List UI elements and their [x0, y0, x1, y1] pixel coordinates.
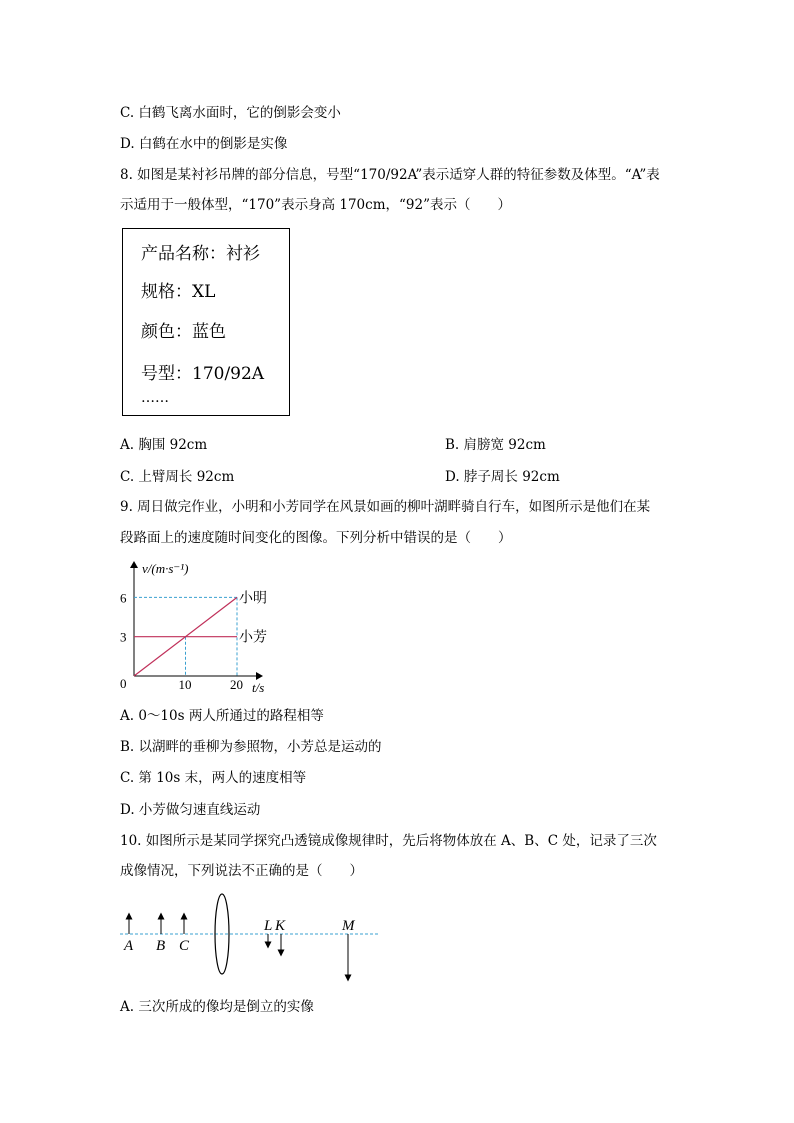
q8-stem-line1: 8. 如图是某衬衫吊牌的部分信息，号型“170/92A”表示适穿人群的特征参数及体型。“A”表	[120, 167, 660, 183]
tag-product-name: 产品名称：衬衫	[141, 244, 260, 264]
y-tick-label-3: 3	[120, 629, 127, 645]
q10-stem-line1: 10. 如图所示是某同学探究凸透镜成像规律时，先后将物体放在 A、B、C 处，记录了三次	[120, 833, 657, 849]
y-axis-label: v/(m·s⁻¹)	[142, 561, 189, 576]
q9-option-c: C. 第 10s 末，两人的速度相等	[120, 770, 307, 786]
q9-option-b: B. 以湖畔的垂柳为参照物，小芳总是运动的	[120, 739, 382, 755]
q8-option-c: C. 上臂周长 92cm	[120, 469, 235, 485]
q9-stem-line2: 段路面上的速度随时间变化的图像。下列分析中错误的是（ ）	[120, 530, 512, 546]
x-tick-label-20: 20	[230, 677, 243, 692]
q7-option-d: D. 白鹤在水中的倒影是实像	[120, 136, 288, 152]
label-a: A	[124, 938, 134, 954]
q9-option-d: D. 小芳做匀速直线运动	[120, 802, 261, 818]
q8-option-a: A. 胸围 92cm	[120, 437, 208, 453]
q8-option-b: B. 肩膀宽 92cm	[445, 437, 546, 453]
q9-option-a: A. 0～10s 两人所通过的路程相等	[120, 708, 324, 724]
x-axis-label: t/s	[252, 680, 265, 695]
q10-stem-line2: 成像情况，下列说法不正确的是（ ）	[120, 863, 363, 879]
tag-size: 规格：XL	[141, 282, 216, 302]
label-b: B	[156, 938, 166, 954]
label-l: L	[264, 918, 273, 934]
origin-label: 0	[120, 676, 127, 691]
label-c: C	[179, 938, 190, 954]
q10-option-a: A. 三次所成的像均是倒立的实像	[120, 999, 314, 1015]
series-label-2: 小芳	[239, 629, 267, 646]
q8-option-d: D. 脖子周长 92cm	[445, 469, 560, 485]
label-m: M	[342, 918, 355, 934]
q9-stem-line1: 9. 周日做完作业，小明和小芳同学在风景如画的柳叶湖畔骑自行车，如图所示是他们在某	[120, 499, 651, 515]
y-tick-label-6: 6	[120, 590, 127, 606]
label-k: K	[275, 918, 286, 934]
tag-model: 号型：170/92A	[141, 364, 265, 384]
q8-stem-line2: 示适用于一般体型，“170”表示身高 170cm，“92”表示（ ）	[120, 197, 511, 213]
x-tick-label-10: 10	[178, 677, 192, 692]
series-label-1: 小明	[239, 590, 267, 607]
tag-color: 颜色：蓝色	[141, 322, 226, 342]
tag-ellipsis: ……	[141, 390, 169, 406]
q7-option-c: C. 白鹤飞离水面时，它的倒影会变小	[120, 105, 341, 121]
